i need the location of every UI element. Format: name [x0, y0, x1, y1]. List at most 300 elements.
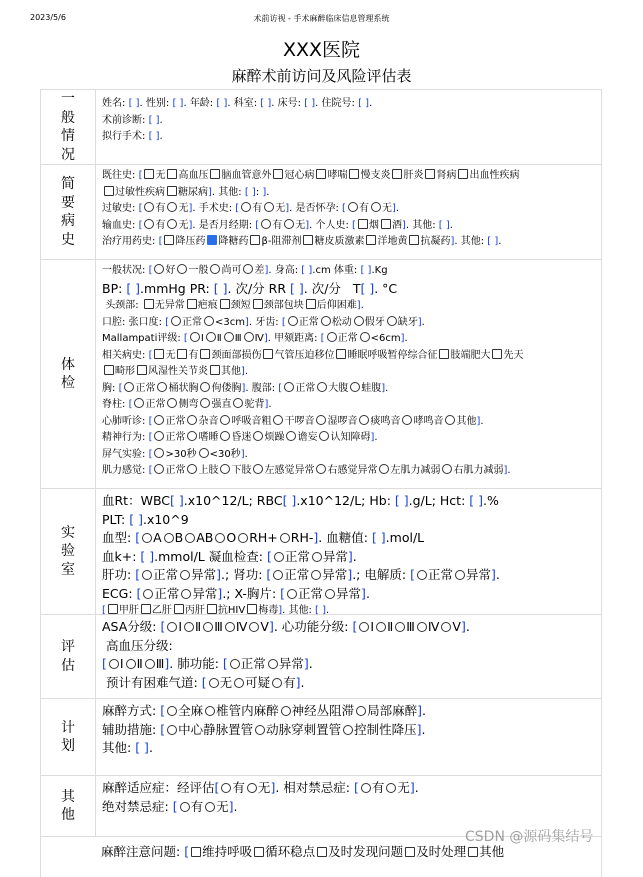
radio-option[interactable] [317, 432, 370, 443]
radio-option[interactable] [185, 465, 218, 476]
radio-option[interactable] [185, 416, 218, 427]
radio-option[interactable] [253, 722, 341, 737]
radio-option-box[interactable] [233, 398, 243, 408]
checkbox-option-box[interactable] [492, 349, 502, 359]
checkbox-option-box[interactable] [254, 847, 264, 857]
medication-option[interactable] [162, 236, 205, 247]
radio-option-box[interactable] [255, 725, 265, 735]
checkbox-option[interactable] [102, 187, 165, 198]
mallampati-options[interactable] [188, 333, 264, 344]
checkbox-option-box[interactable] [144, 169, 154, 179]
radio-option-box[interactable] [142, 533, 152, 543]
indication-options[interactable] [219, 780, 270, 795]
radio-option[interactable] [140, 530, 162, 545]
hypertension-options[interactable] [107, 656, 164, 671]
radio-option[interactable] [124, 656, 143, 671]
radio-option[interactable] [228, 656, 266, 671]
checkbox-option[interactable] [252, 844, 315, 859]
past-history-options-2[interactable] [102, 187, 208, 198]
checkbox-option[interactable] [456, 170, 519, 181]
radio-option[interactable] [143, 656, 165, 671]
radio-option[interactable] [207, 675, 233, 690]
radio-option-box[interactable] [221, 783, 231, 793]
checkbox-option[interactable] [403, 844, 466, 859]
checkbox-option-box[interactable] [144, 299, 154, 309]
pregnant-label: 是否怀孕 [295, 203, 336, 214]
medication-checkbox[interactable] [207, 235, 217, 245]
asa-options[interactable] [165, 619, 269, 634]
radio-option[interactable] [107, 656, 124, 671]
breath-hold-options[interactable] [152, 449, 240, 460]
teeth-options[interactable] [286, 317, 418, 328]
radio-option-box[interactable] [167, 622, 177, 632]
radio-option[interactable] [278, 530, 314, 545]
radio-option-label: 正常 [165, 465, 186, 476]
radio-option[interactable] [393, 619, 415, 634]
radio-option[interactable] [358, 333, 401, 344]
radio-option-box[interactable] [402, 415, 412, 425]
radio-option-box[interactable] [199, 448, 209, 458]
radio-option-box[interactable] [224, 332, 234, 342]
radio-option-box[interactable] [154, 448, 164, 458]
section-label-char: 评 [61, 639, 75, 655]
radio-option-box[interactable] [124, 382, 134, 392]
radio-option[interactable] [251, 432, 284, 443]
medication-option[interactable] [364, 236, 407, 247]
checkbox-option[interactable] [314, 170, 347, 181]
field-value[interactable]: [ ] [304, 98, 316, 109]
radio-option[interactable] [439, 619, 461, 634]
sensation-options[interactable] [152, 465, 503, 476]
radio-option[interactable] [384, 780, 410, 795]
radio-option[interactable] [357, 619, 374, 634]
field-value[interactable]: [ ] [172, 98, 184, 109]
radio-option[interactable] [132, 399, 165, 410]
checkbox-option-box[interactable] [210, 169, 220, 179]
checkbox-option-box[interactable] [458, 169, 468, 179]
medication-checkbox[interactable] [409, 235, 419, 245]
radio-option[interactable] [348, 383, 381, 394]
radio-option[interactable] [165, 399, 198, 410]
checkbox-option-box[interactable] [247, 604, 257, 614]
radio-option-box[interactable] [200, 398, 210, 408]
blood-type-options[interactable] [140, 530, 313, 545]
field-value[interactable]: [ ] [358, 98, 370, 109]
radio-option-box[interactable] [288, 316, 298, 326]
checkbox-option[interactable] [218, 300, 251, 311]
radio-option-box[interactable] [273, 415, 283, 425]
radio-option[interactable] [197, 449, 241, 460]
radio-option[interactable] [385, 317, 418, 328]
radio-option-box[interactable] [317, 382, 327, 392]
airway-options[interactable] [207, 675, 296, 690]
checkbox-option-box[interactable] [439, 349, 449, 359]
radio-option-box[interactable] [209, 678, 219, 688]
radio-option[interactable] [242, 333, 264, 344]
related-history-options-2[interactable] [102, 366, 241, 377]
radio-option[interactable] [198, 399, 231, 410]
medication-checkbox[interactable] [250, 235, 260, 245]
checkbox-option[interactable] [390, 170, 423, 181]
radio-option[interactable] [314, 416, 357, 427]
thyromental-options[interactable] [325, 333, 401, 344]
checkbox-option-box[interactable] [392, 169, 402, 179]
radio-option-box[interactable] [284, 382, 294, 392]
medication-checkbox[interactable] [303, 235, 313, 245]
radio-option-box[interactable] [230, 659, 240, 669]
radio-option-box[interactable] [220, 464, 230, 474]
mouth-options[interactable] [169, 317, 245, 328]
radio-option-label: 驼背 [244, 399, 265, 410]
radio-option-box[interactable] [253, 431, 263, 441]
checkbox-option[interactable] [185, 300, 218, 311]
radio-option[interactable] [188, 333, 204, 344]
radio-option-box[interactable] [225, 622, 235, 632]
radio-option-box[interactable] [316, 464, 326, 474]
radio-option-box[interactable] [154, 464, 164, 474]
radio-option-box[interactable] [180, 802, 190, 812]
radio-option-box[interactable] [234, 678, 244, 688]
absolute-contra-options[interactable] [178, 799, 229, 814]
radio-option[interactable] [315, 383, 348, 394]
radio-option[interactable] [374, 619, 393, 634]
radio-option[interactable] [152, 449, 196, 460]
checkbox-option[interactable] [423, 170, 456, 181]
medication-checkbox[interactable] [164, 235, 174, 245]
radio-option-box[interactable] [145, 659, 155, 669]
checkbox-option-box[interactable] [167, 186, 177, 196]
radio-option[interactable] [247, 619, 269, 634]
checkbox-option-box[interactable] [336, 349, 346, 359]
radio-option-box[interactable] [249, 622, 259, 632]
radio-option[interactable] [270, 675, 296, 690]
checkbox-option-box[interactable] [141, 604, 151, 614]
checkbox-option-box[interactable] [316, 169, 326, 179]
checkbox-option[interactable] [142, 170, 165, 181]
radio-option[interactable] [169, 317, 202, 328]
checkbox-option-box[interactable] [104, 365, 114, 375]
radio-option[interactable] [314, 465, 377, 476]
checkbox-option[interactable] [271, 170, 314, 181]
radio-option-box[interactable] [319, 431, 329, 441]
radio-option[interactable] [183, 530, 213, 545]
checkbox-option[interactable] [315, 844, 403, 859]
mental-options[interactable] [152, 432, 370, 443]
radio-option-box[interactable] [215, 533, 225, 543]
past-history-options[interactable] [142, 170, 519, 181]
radio-option-box[interactable] [187, 431, 197, 441]
checkbox-option[interactable] [208, 170, 271, 181]
checkbox-option[interactable] [251, 300, 304, 311]
radio-option-box[interactable] [184, 622, 194, 632]
radio-option-box[interactable] [203, 622, 213, 632]
radio-option-box[interactable] [167, 725, 177, 735]
radio-option[interactable] [175, 265, 208, 276]
checkbox-option-box[interactable] [425, 169, 435, 179]
checkbox-option-box[interactable] [306, 299, 316, 309]
radio-option-box[interactable] [185, 533, 195, 543]
radio-option-box[interactable] [126, 659, 136, 669]
radio-option[interactable] [279, 703, 355, 718]
checkbox-option-box[interactable] [177, 349, 187, 359]
checkbox-option-box[interactable] [405, 847, 415, 857]
radio-option[interactable] [286, 317, 319, 328]
spine-options[interactable] [132, 399, 264, 410]
attention-options[interactable] [189, 844, 504, 859]
radio-option-box[interactable] [280, 533, 290, 543]
radio-option-box[interactable] [316, 415, 326, 425]
checkbox-option-box[interactable] [174, 604, 184, 614]
radio-option-box[interactable] [171, 316, 181, 326]
checkbox-option[interactable] [334, 350, 437, 361]
radio-option-box[interactable] [190, 332, 200, 342]
checkbox-option-box[interactable] [104, 186, 114, 196]
radio-option-box[interactable] [220, 415, 230, 425]
radio-option-box[interactable] [441, 622, 451, 632]
checkbox-option-box[interactable] [468, 847, 478, 857]
auxiliary-options[interactable] [165, 722, 417, 737]
radio-option-box[interactable] [386, 783, 396, 793]
checkbox-option-box[interactable] [187, 299, 197, 309]
radio-option-box[interactable] [272, 678, 282, 688]
radio-option[interactable] [400, 416, 443, 427]
checkbox-option-box[interactable] [108, 604, 118, 614]
radio-option-label: Ⅰ [178, 619, 183, 634]
radio-option[interactable] [202, 317, 245, 328]
radio-option[interactable] [245, 780, 271, 795]
radio-option-box[interactable] [134, 398, 144, 408]
radio-option[interactable] [162, 530, 184, 545]
checkbox-option-label: 肢端肥大 [450, 349, 491, 361]
checkbox-option[interactable] [490, 350, 523, 361]
medication-option[interactable] [301, 236, 364, 247]
radio-option-box[interactable] [253, 464, 263, 474]
radio-option-box[interactable] [417, 622, 427, 632]
radio-option-box[interactable] [154, 415, 164, 425]
radio-option[interactable] [165, 703, 203, 718]
checkbox-option-box[interactable] [137, 365, 147, 375]
related-history-options[interactable] [152, 350, 523, 361]
radio-option[interactable] [284, 432, 317, 443]
checkbox-option[interactable] [165, 187, 208, 198]
radio-option[interactable] [232, 675, 270, 690]
abdomen-options[interactable] [282, 383, 381, 394]
checkbox-option-box[interactable] [207, 604, 217, 614]
radio-option-box[interactable] [238, 533, 248, 543]
radio-option-box[interactable] [376, 622, 386, 632]
chest-options[interactable] [122, 383, 241, 394]
radio-option[interactable] [122, 383, 155, 394]
radio-option-box[interactable] [350, 382, 360, 392]
radio-option-box[interactable] [205, 802, 215, 812]
checkbox-option[interactable] [198, 350, 261, 361]
radio-option[interactable] [213, 530, 236, 545]
radio-option[interactable] [218, 432, 251, 443]
radio-option[interactable] [165, 619, 182, 634]
radio-option[interactable] [241, 265, 264, 276]
checkbox-option[interactable] [261, 350, 334, 361]
checkbox-option[interactable] [304, 300, 357, 311]
checkbox-option[interactable] [347, 170, 390, 181]
radio-option-box[interactable] [343, 725, 353, 735]
radio-option-box[interactable] [321, 316, 331, 326]
radio-option-box[interactable] [167, 398, 177, 408]
checkbox-option[interactable] [175, 350, 198, 361]
checkbox-option[interactable] [189, 844, 252, 859]
radio-option-box[interactable] [177, 264, 187, 274]
cardiac-options[interactable] [357, 619, 461, 634]
diagnosis-field[interactable]: [ ] [148, 114, 160, 126]
radio-option[interactable] [152, 432, 185, 443]
radio-option-box[interactable] [210, 264, 220, 274]
medication-option[interactable] [407, 236, 450, 247]
radio-option-box[interactable] [154, 264, 164, 274]
anesthesia-method-options[interactable] [165, 703, 417, 718]
checkbox-option-box[interactable] [210, 365, 220, 375]
radio-option[interactable] [359, 780, 385, 795]
radio-option[interactable] [218, 416, 271, 427]
checkbox-option-box[interactable] [167, 169, 177, 179]
section-label-char: 室 [61, 561, 75, 578]
checkbox-option[interactable] [208, 366, 241, 377]
radio-option[interactable] [203, 703, 279, 718]
checkbox-option-box[interactable] [263, 349, 273, 359]
radio-option[interactable] [443, 416, 476, 427]
radio-option-box[interactable] [205, 706, 215, 716]
checkbox-option-box[interactable] [200, 349, 210, 359]
radio-option[interactable] [231, 399, 264, 410]
radio-option[interactable] [266, 656, 304, 671]
radio-option-box[interactable] [157, 382, 167, 392]
planned-surgery-field[interactable]: [ ] [148, 131, 160, 142]
auscultation-options[interactable] [152, 416, 476, 427]
checkbox-option[interactable] [102, 366, 135, 377]
radio-option[interactable] [415, 619, 440, 634]
radio-option[interactable] [152, 416, 185, 427]
radio-option-box[interactable] [154, 431, 164, 441]
checkbox-option-box[interactable] [349, 169, 359, 179]
radio-option-label: RH+ [249, 530, 278, 545]
auscultation-line: 心肺听诊: [ 正常 杂音 呼吸音粗 干啰音 湿啰音 痰鸣音 哮鸣音 其他]. [102, 415, 484, 427]
radio-option[interactable] [201, 619, 223, 634]
checkbox-option-box[interactable] [220, 299, 230, 309]
radio-option-box[interactable] [356, 706, 366, 716]
radio-option-box[interactable] [395, 622, 405, 632]
general-status-options[interactable] [152, 265, 264, 276]
radio-option-box[interactable] [164, 533, 174, 543]
radio-option[interactable] [198, 383, 241, 394]
radio-option[interactable] [282, 383, 315, 394]
radio-option-box[interactable] [247, 783, 257, 793]
radio-option[interactable] [341, 722, 417, 737]
medication-options[interactable] [162, 236, 450, 247]
radio-option-box[interactable] [200, 382, 210, 392]
radio-option[interactable] [319, 317, 352, 328]
radio-option-box[interactable] [379, 464, 389, 474]
radio-option-box[interactable] [354, 316, 364, 326]
radio-option-box[interactable] [220, 431, 230, 441]
radio-option[interactable] [251, 465, 314, 476]
checkbox-option-box[interactable] [253, 299, 263, 309]
radio-option-box[interactable] [286, 431, 296, 441]
radio-option[interactable] [236, 530, 278, 545]
radio-option[interactable] [155, 383, 198, 394]
radio-option-box[interactable] [268, 659, 278, 669]
radio-option-box[interactable] [359, 415, 369, 425]
checkbox-option-box[interactable] [191, 847, 201, 857]
checkbox-option-box[interactable] [154, 349, 164, 359]
radio-option-box[interactable] [204, 316, 214, 326]
section-label-lab [41, 489, 96, 614]
radio-option[interactable] [218, 465, 251, 476]
radio-option[interactable] [165, 722, 253, 737]
field-value[interactable]: [ ] [216, 98, 228, 109]
checkbox-option[interactable] [135, 366, 208, 377]
radio-option[interactable] [152, 265, 175, 276]
radio-option-box[interactable] [360, 332, 370, 342]
radio-option[interactable] [325, 333, 358, 344]
medication-option[interactable] [248, 236, 301, 247]
checkbox-option-box[interactable] [317, 847, 327, 857]
radio-option[interactable] [152, 465, 185, 476]
radio-option[interactable] [377, 465, 440, 476]
radio-option-box[interactable] [206, 332, 216, 342]
checkbox-option[interactable] [142, 300, 185, 311]
radio-option[interactable] [440, 465, 503, 476]
radio-option[interactable] [271, 416, 314, 427]
field-value[interactable]: [ ] [260, 98, 272, 109]
field-value[interactable]: [ ] [128, 98, 140, 109]
radio-option[interactable] [182, 619, 201, 634]
radio-option[interactable] [204, 333, 222, 344]
radio-option[interactable] [354, 703, 417, 718]
radio-option[interactable] [222, 333, 242, 344]
checkbox-option-box[interactable] [273, 169, 283, 179]
radio-option-box[interactable] [187, 464, 197, 474]
radio-option-box[interactable] [109, 659, 119, 669]
radio-option[interactable] [185, 432, 218, 443]
radio-option[interactable] [357, 416, 400, 427]
checkbox-option[interactable] [165, 170, 208, 181]
checkbox-option[interactable] [437, 350, 490, 361]
head-neck-options[interactable] [142, 300, 357, 311]
radio-option-box[interactable] [387, 316, 397, 326]
radio-option[interactable] [178, 799, 204, 814]
relative-contra-options[interactable] [359, 780, 410, 795]
medication-option[interactable] [205, 236, 248, 247]
radio-option-box[interactable] [243, 264, 253, 274]
radio-option-box[interactable] [445, 415, 455, 425]
radio-option-box[interactable] [281, 706, 291, 716]
radio-option-box[interactable] [359, 622, 369, 632]
checkbox-option[interactable] [466, 844, 504, 859]
medication-checkbox[interactable] [366, 235, 376, 245]
radio-option[interactable] [352, 317, 385, 328]
radio-option-label: Ⅲ [234, 333, 242, 344]
radio-option[interactable] [208, 265, 241, 276]
radio-option-box[interactable] [327, 332, 337, 342]
radio-option-box[interactable] [361, 783, 371, 793]
checkbox-option[interactable] [152, 350, 175, 361]
radio-option-box[interactable] [442, 464, 452, 474]
radio-option-box[interactable] [187, 415, 197, 425]
radio-option-box[interactable] [167, 706, 177, 716]
radio-option-box[interactable] [244, 332, 254, 342]
radio-option[interactable] [223, 619, 248, 634]
radio-option[interactable] [219, 780, 245, 795]
lung-options[interactable] [228, 656, 304, 671]
radio-option[interactable] [203, 799, 229, 814]
